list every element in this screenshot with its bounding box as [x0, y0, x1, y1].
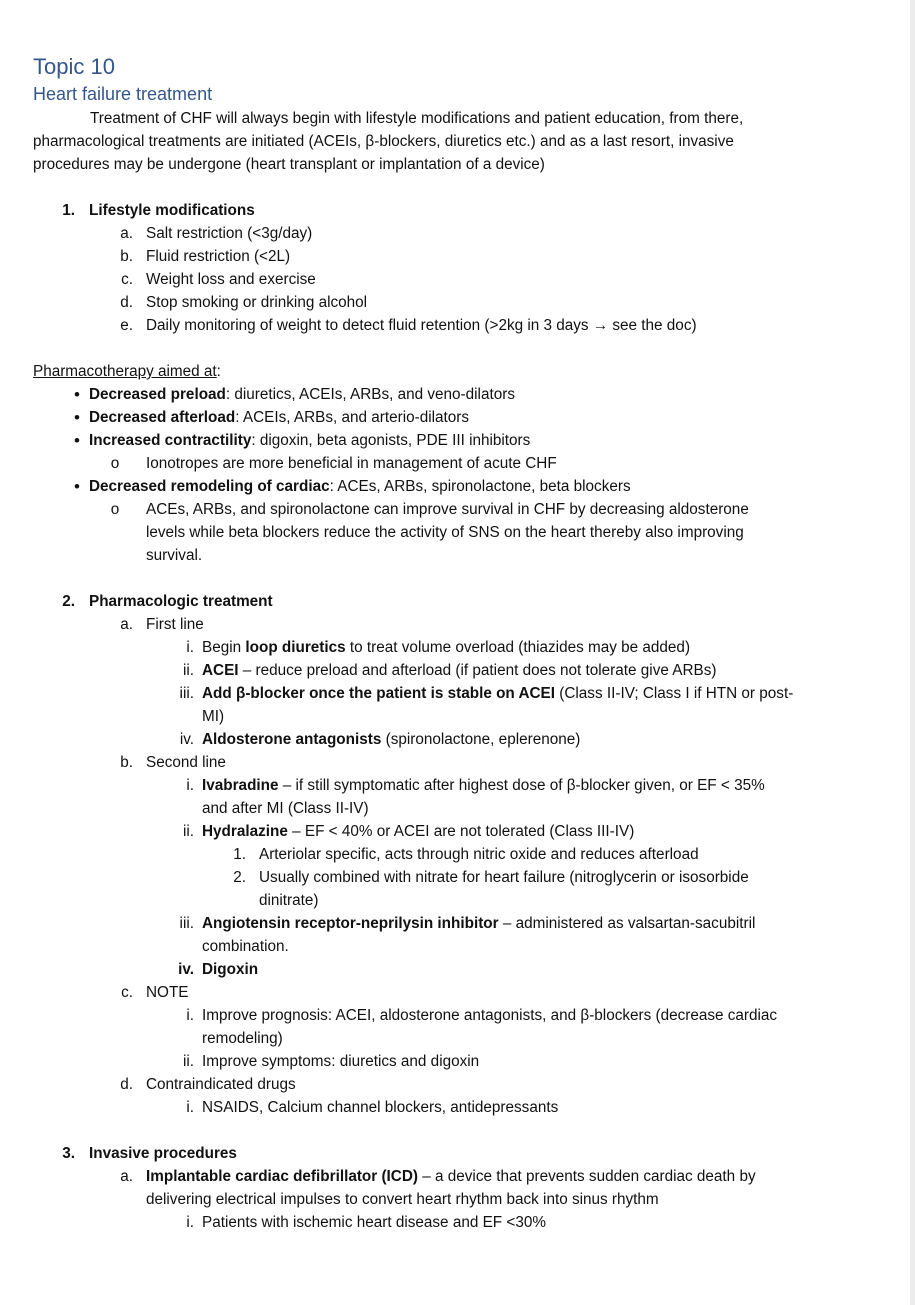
- circle-bullet-icon: o: [110, 455, 120, 472]
- page-edge-scrollbar: [910, 0, 915, 1305]
- bullet-item: [0, 406, 905, 429]
- list-text: : digoxin, beta agonists, PDE III inhibitors: [251, 432, 531, 449]
- list-marker: 2.: [62, 593, 75, 610]
- list-text: Improve prognosis: ACEI, aldosterone antagonists, and β-blockers (decrease cardiac: [202, 1007, 778, 1024]
- bullet-icon: •: [74, 431, 80, 450]
- bold-text: loop diuretics: [245, 639, 346, 656]
- list-text: Fluid restriction (<2L): [146, 248, 291, 265]
- list-marker: d.: [120, 1076, 133, 1093]
- list-item: [0, 1050, 905, 1073]
- list-text: : ACEs, ARBs, spironolactone, beta blockers: [329, 478, 631, 495]
- bold-text: Aldosterone antagonists: [202, 731, 382, 748]
- list-marker: b.: [120, 754, 133, 771]
- list-item: [0, 613, 905, 636]
- list-marker: i.: [186, 777, 194, 794]
- bold-text: Implantable cardiac defibrillator (ICD): [146, 1168, 418, 1185]
- bullet-item: [0, 475, 905, 498]
- list-item: [0, 751, 905, 774]
- list-text: Stop smoking or drinking alcohol: [146, 294, 368, 311]
- intro-line: Treatment of CHF will always begin with lifestyle modifications and patient education, from there,: [90, 110, 744, 127]
- list-text: Patients with ischemic heart disease and EF <30%: [202, 1214, 546, 1231]
- list-heading: Pharmacologic treatment: [89, 593, 273, 610]
- list-text: Salt restriction (<3g/day): [146, 225, 313, 242]
- list-marker: iii.: [179, 915, 194, 932]
- list-text: First line: [146, 616, 204, 633]
- list-heading: Lifestyle modifications: [89, 202, 255, 219]
- list-text: Second line: [146, 754, 226, 771]
- list-text: (spironolactone, eplerenone): [381, 731, 581, 748]
- list-item: [0, 682, 905, 705]
- continuation-line: remodeling): [202, 1030, 283, 1047]
- list-text: NSAIDS, Calcium channel blockers, antidepressants: [202, 1099, 559, 1116]
- list-text: : ACEIs, ARBs, and arterio-dilators: [235, 409, 470, 426]
- list-item: [0, 866, 905, 889]
- sub-bullet-item: [0, 498, 905, 521]
- bold-text: Increased contractility: [89, 432, 252, 449]
- list-heading: Invasive procedures: [89, 1145, 237, 1162]
- list-item: [0, 728, 905, 751]
- list-item-lifestyle: [0, 199, 905, 222]
- circle-bullet-icon: o: [110, 501, 120, 518]
- list-text: Improve symptoms: diuretics and digoxin: [202, 1053, 480, 1070]
- list-item: [0, 636, 905, 659]
- list-marker: d.: [120, 294, 133, 311]
- list-marker: i.: [186, 1099, 194, 1116]
- list-text: – reduce preload and afterload (if patient does not tolerate give ARBs): [238, 662, 717, 679]
- list-marker: ii.: [182, 1053, 194, 1070]
- list-text: Daily monitoring of weight to detect fluid retention (>2kg in 3 days → see the doc): [146, 317, 697, 334]
- list-marker: iv.: [178, 961, 194, 978]
- bold-text: ACEI: [202, 662, 239, 679]
- continuation-line: and after MI (Class II-IV): [202, 800, 369, 817]
- pharmacotherapy-heading: [0, 360, 905, 383]
- list-item: [0, 820, 905, 843]
- bullet-item: [0, 429, 905, 452]
- list-item: [0, 1211, 905, 1234]
- list-text: – EF < 40% or ACEI are not tolerated (Class III-IV): [287, 823, 635, 840]
- list-text: – if still symptomatic after highest dose of β-blocker given, or EF < 35%: [278, 777, 765, 794]
- list-text: ACEs, ARBs, and spironolactone can improve survival in CHF by decreasing aldosterone: [146, 501, 749, 518]
- list-marker: c.: [121, 984, 133, 1001]
- continuation-line: survival.: [146, 547, 203, 564]
- bold-text: Decreased afterload: [89, 409, 236, 426]
- list-item: [0, 1096, 905, 1119]
- list-item-pharmacologic: [0, 590, 905, 613]
- bullet-icon: •: [74, 477, 80, 496]
- bold-text: Add β-blocker once the patient is stable on ACEI: [202, 685, 556, 702]
- list-item-invasive: [0, 1142, 905, 1165]
- list-marker: i.: [186, 1007, 194, 1024]
- bold-text: Decreased remodeling of cardiac: [89, 478, 330, 495]
- list-item: [0, 1073, 905, 1096]
- list-marker: e.: [120, 317, 133, 334]
- bold-text: Ivabradine: [202, 777, 279, 794]
- list-text: Contraindicated drugs: [146, 1076, 296, 1093]
- intro-line: procedures may be undergone (heart transplant or implantation of a device): [33, 156, 545, 173]
- bullet-icon: •: [74, 385, 80, 404]
- list-item: [0, 774, 905, 797]
- continuation-line: combination.: [202, 938, 289, 955]
- list-item: [0, 314, 905, 337]
- continuation-line: MI): [202, 708, 225, 725]
- bullet-item: [0, 383, 905, 406]
- list-marker: a.: [120, 616, 133, 633]
- list-item: [0, 958, 905, 981]
- list-text: Begin: [202, 639, 246, 656]
- list-marker: i.: [186, 639, 194, 656]
- list-marker: i.: [186, 1214, 194, 1231]
- list-marker: a.: [120, 1168, 133, 1185]
- bullet-icon: •: [74, 408, 80, 427]
- sub-bullet-item: [0, 452, 905, 475]
- list-item: [0, 1004, 905, 1027]
- list-text: Arteriolar specific, acts through nitric oxide and reduces afterload: [259, 846, 699, 863]
- list-marker: 2.: [233, 869, 246, 886]
- list-item: [0, 1165, 905, 1188]
- list-item: [0, 843, 905, 866]
- bold-text: Angiotensin receptor-neprilysin inhibitor: [202, 915, 499, 932]
- list-marker: ii.: [182, 662, 194, 679]
- list-text: : diuretics, ACEIs, ARBs, and veno-dilators: [225, 386, 515, 403]
- continuation-line: dinitrate): [259, 892, 319, 909]
- list-item: [0, 981, 905, 1004]
- list-item: [0, 912, 905, 935]
- list-marker: iii.: [179, 685, 194, 702]
- list-item: [0, 291, 905, 314]
- list-text: (Class II-IV; Class I if HTN or post-: [555, 685, 794, 702]
- list-marker: ii.: [182, 823, 194, 840]
- list-text: – administered as valsartan-sacubitril: [498, 915, 756, 932]
- list-text: Weight loss and exercise: [146, 271, 316, 288]
- bold-text: Hydralazine: [202, 823, 288, 840]
- list-marker: a.: [120, 225, 133, 242]
- list-marker: c.: [121, 271, 133, 288]
- list-item: [0, 659, 905, 682]
- list-text: – a device that prevents sudden cardiac death by: [418, 1168, 756, 1185]
- list-marker: 3.: [62, 1145, 75, 1162]
- list-text: NOTE: [146, 984, 189, 1001]
- list-marker: 1.: [62, 202, 75, 219]
- list-marker: iv.: [179, 731, 194, 748]
- colon: :: [216, 363, 221, 380]
- heading-text: Pharmacotherapy aimed at: [33, 363, 217, 380]
- continuation-line: levels while beta blockers reduce the activity of SNS on the heart thereby also improving: [146, 524, 744, 541]
- list-item: [0, 222, 905, 245]
- list-marker: b.: [120, 248, 133, 265]
- section-subtitle: Heart failure treatment: [33, 84, 213, 104]
- bold-text: Decreased preload: [89, 386, 226, 403]
- bold-text: Digoxin: [202, 961, 259, 978]
- document-body: [0, 107, 905, 1234]
- list-marker: 1.: [233, 846, 246, 863]
- list-item: [0, 268, 905, 291]
- continuation-line: delivering electrical impulses to convert heart rhythm back into sinus rhythm: [146, 1191, 659, 1208]
- list-text: to treat volume overload (thiazides may be added): [345, 639, 691, 656]
- page-title: Topic 10: [33, 54, 115, 79]
- list-text: Ionotropes are more beneficial in management of acute CHF: [146, 455, 557, 472]
- intro-line: pharmacological treatments are initiated (ACEIs, β-blockers, diuretics etc.) and as a last resort, invasive: [33, 133, 734, 150]
- list-item: [0, 245, 905, 268]
- list-text: Usually combined with nitrate for heart failure (nitroglycerin or isosorbide: [259, 869, 749, 886]
